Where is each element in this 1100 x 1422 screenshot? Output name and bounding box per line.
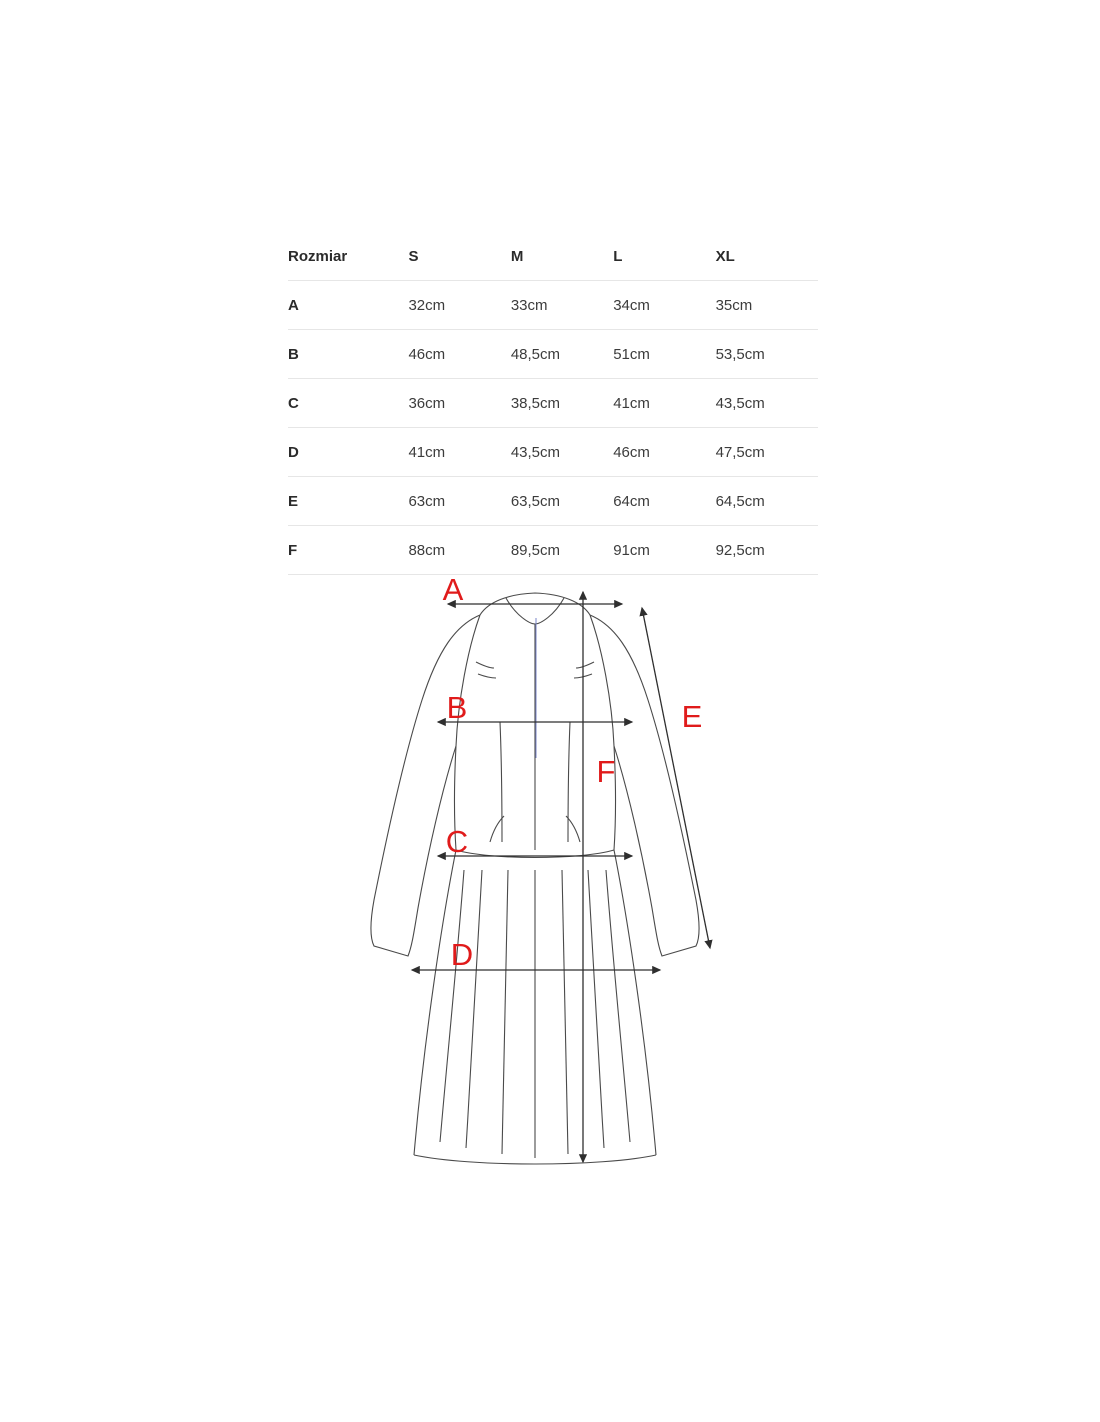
- table-row: [288, 281, 818, 330]
- cell-b-m: 48,5cm: [511, 330, 613, 379]
- cell-e-l: 64cm: [613, 477, 715, 526]
- dimension-label-e: E: [681, 699, 703, 734]
- cell-e-s: 63cm: [408, 477, 510, 526]
- column-header-s: S: [408, 232, 510, 281]
- dimension-arrows: [412, 592, 710, 1162]
- cell-f-xl: 92,5cm: [716, 526, 818, 575]
- cell-c-s: 36cm: [408, 379, 510, 428]
- cell-d-l: 46cm: [613, 428, 715, 477]
- cell-e-m: 63,5cm: [511, 477, 613, 526]
- dimension-label-b: B: [446, 690, 468, 725]
- dimension-line-e: [642, 608, 710, 948]
- column-header-l: L: [613, 232, 715, 281]
- column-header-measure: Rozmiar: [288, 232, 408, 281]
- table-row: [288, 379, 818, 428]
- size-chart-table: [288, 232, 818, 575]
- dimension-label-f: F: [596, 754, 616, 789]
- column-header-xl: XL: [716, 232, 818, 281]
- row-label-a: A: [288, 281, 408, 330]
- cell-f-s: 88cm: [408, 526, 510, 575]
- cell-a-s: 32cm: [408, 281, 510, 330]
- cell-f-l: 91cm: [613, 526, 715, 575]
- dress-outline: [371, 593, 699, 1164]
- cell-e-xl: 64,5cm: [716, 477, 818, 526]
- row-label-d: D: [288, 428, 408, 477]
- dress-measurement-diagram: [330, 570, 750, 1210]
- dimension-label-c: C: [445, 824, 469, 859]
- cell-c-m: 38,5cm: [511, 379, 613, 428]
- cell-d-xl: 47,5cm: [716, 428, 818, 477]
- cell-a-m: 33cm: [511, 281, 613, 330]
- cell-d-m: 43,5cm: [511, 428, 613, 477]
- cell-a-xl: 35cm: [716, 281, 818, 330]
- cell-c-xl: 43,5cm: [716, 379, 818, 428]
- cell-b-s: 46cm: [408, 330, 510, 379]
- table-body: [288, 281, 818, 575]
- dimension-label-d: D: [450, 937, 474, 972]
- row-label-c: C: [288, 379, 408, 428]
- cell-a-l: 34cm: [613, 281, 715, 330]
- column-header-m: M: [511, 232, 613, 281]
- table-header-row: [288, 232, 818, 281]
- cell-b-xl: 53,5cm: [716, 330, 818, 379]
- table-row: [288, 330, 818, 379]
- row-label-f: F: [288, 526, 408, 575]
- cell-f-m: 89,5cm: [511, 526, 613, 575]
- dimension-label-a: A: [442, 572, 464, 607]
- cell-d-s: 41cm: [408, 428, 510, 477]
- table-row: [288, 428, 818, 477]
- table-header: [288, 232, 818, 281]
- table-row: [288, 526, 818, 575]
- cell-b-l: 51cm: [613, 330, 715, 379]
- dimension-labels: [443, 572, 703, 972]
- row-label-e: E: [288, 477, 408, 526]
- cell-c-l: 41cm: [613, 379, 715, 428]
- table-row: [288, 477, 818, 526]
- row-label-b: B: [288, 330, 408, 379]
